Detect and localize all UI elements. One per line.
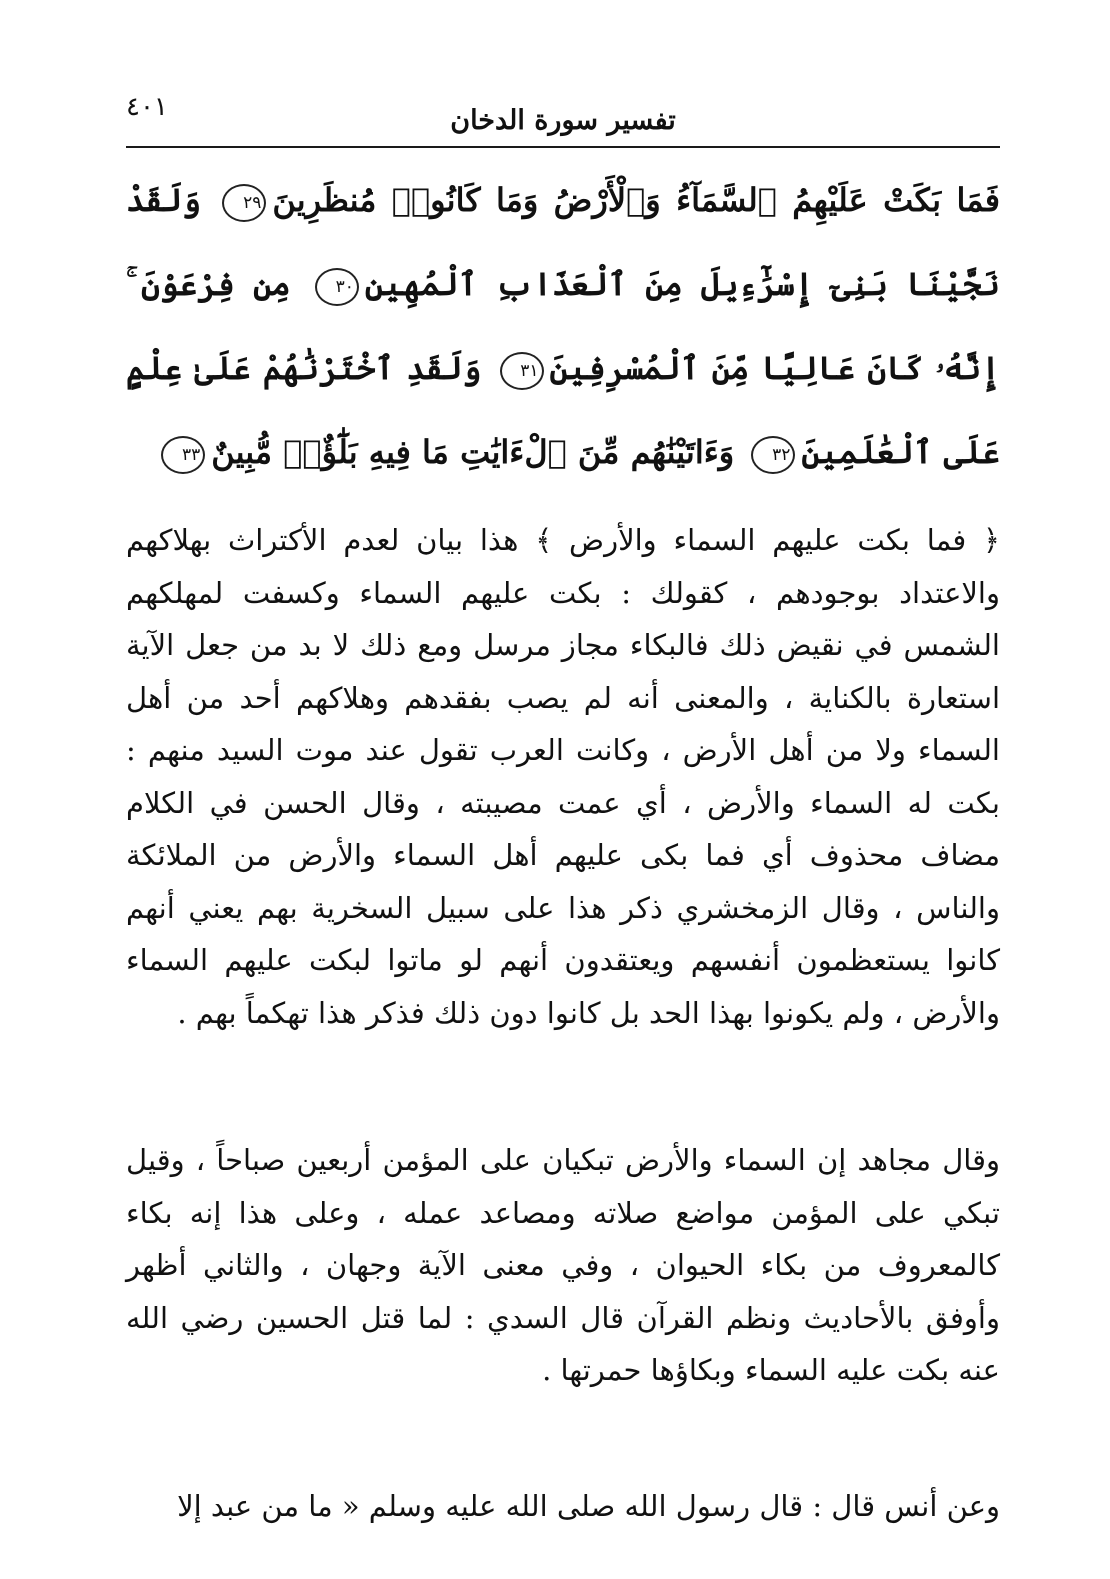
verse-text: مِن فِرْعَوْنَ ۚ إِنَّهُۥ كَانَ عَالِيًا مِّنَ ٱلْمُسْرِفِينَ — [126, 265, 1000, 387]
ayah-number-marker: ٣٠ — [315, 268, 359, 306]
ayah-number-marker: ٣١ — [500, 352, 544, 390]
page-header — [126, 92, 1000, 142]
running-title: تفسير سورة الدخان — [450, 105, 676, 136]
commentary-paragraph: وعن أنس قال : قال رسول الله صلى الله عليه وسلم « ما من عبد إلا — [177, 1489, 1000, 1523]
commentary-paragraph: وقال مجاهد إن السماء والأرض تبكيان على المؤمن أربعين صباحاً ، وقيل تبكي على المؤمن مواضع صلاته ومصاعد عمله ، وعلى هذا إنه بكاء كالمعروف من بكاء الحيوان ، وفي معنى الآية وجهان ، والثاني أظهر وأوفق بالأحاديث ونظم القرآن قال السدي : لما قتل الحسين رضي الله عنه بكت عليه السماء وبكاؤها حمرتها . — [126, 1143, 1000, 1387]
page-number: ٤٠١ — [126, 92, 168, 122]
verse-text: فَمَا بَكَتْ عَلَيْهِمُ ٱلسَّمَآءُ وَٱلْأَرْضُ وَمَا كَانُوا۟ مُنظَرِينَ — [272, 181, 1001, 219]
ayah-number-marker: ٣٣ — [161, 436, 205, 474]
commentary-paragraph: ﴿ فما بكت عليهم السماء والأرض ﴾ هذا بيان لعدم الأكتراث بهلاكهم والاعتداد بوجودهم ، كقولك : بكت عليهم السماء وكسفت لمهلكهم الشمس في نقيض ذلك فالبكاء مجاز مرسل ومع ذلك لا بد من جعل الآية استعارة بالكناية ، والمعنى أنه لم يصب بفقدهم وهلاكهم أحد من أهل السماء ولا من أهل الأرض ، وكانت العرب تقول عند موت السيد منهم : بكت له السماء والأرض ، أي عمت مصيبته ، وقال الحسن في الكلام مضاف محذوف أي فما بكى عليهم أهل السماء والأرض من الملائكة والناس ، وقال الزمخشري ذكر هذا على سبيل السخرية بهم يعني أنهم كانوا يستعظمون أنفسهم ويعتقدون أنهم لو ماتوا لبكت عليهم السماء والأرض ، ولم يكونوا بهذا الحد بل كانوا دون ذلك فذكر هذا تهكماً بهم . — [126, 523, 1000, 1030]
verse-text: وَلَقَدْ نَجَّيْنَا بَنِىٓ إِسْرَٰٓءِيلَ مِنَ ٱلْعَذَابِ ٱلْمُهِينِ — [126, 181, 1000, 303]
header-rule — [126, 146, 1000, 148]
ayah-number-marker: ٣٢ — [751, 436, 795, 474]
verse-text: وَلَقَدِ ٱخْتَرْنَٰهُمْ عَلَىٰ عِلْمٍ عَلَى ٱلْعَٰلَمِينَ — [126, 349, 1000, 471]
ayah-number-marker: ٢٩ — [222, 184, 266, 222]
quran-verses — [126, 158, 1000, 494]
verse-text: وَءَاتَيْنَٰهُم مِّنَ ٱلْءَايَٰتِ مَا فِيهِ بَلَٰٓؤٌا۟ مُّبِينٌ — [211, 433, 735, 471]
